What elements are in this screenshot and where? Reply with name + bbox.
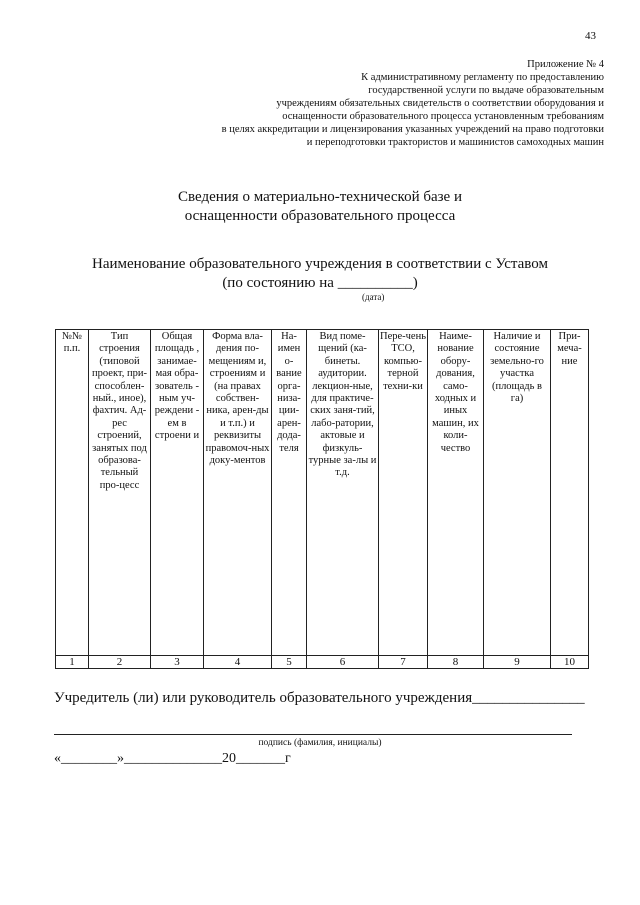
table-header-cell: Вид поме-щений (ка-бинеты. аудитории. лекцион-ные, для практиче-ских заня-тий, лабо-ратории, актовые и физкуль-турные за-лы и т.д.	[307, 330, 379, 656]
date-caption: (дата)	[362, 292, 385, 302]
document-title-line: Сведения о материально-технической базе и	[178, 189, 462, 205]
document-title-line: оснащенности образовательного процесса	[184, 208, 456, 224]
appendix-line: Приложение № 4	[527, 59, 604, 70]
appendix-line: учреждениям обязательных свидетельств о соответствии оборудования и	[276, 98, 604, 109]
material-base-table	[55, 329, 589, 669]
table-header-cell: Пере-чень ТСО, компью-терной техни-ки	[379, 330, 428, 656]
appendix-line: оснащенности образовательного процесса установленным требованиям	[282, 111, 604, 122]
page-number: 43	[585, 30, 596, 42]
table-column-number: 6	[307, 655, 379, 668]
table-header-cell: Форма вла-дения по-мещениям и, строениям и (на правах собствен-ника, арен-ды и т.п.) и реквизиты правомоч-ных доку-ментов	[204, 330, 272, 656]
founder-signature-line: Учредитель (ли) или руководитель образовательного учреждения_______________	[54, 690, 585, 706]
signature-caption: подпись (фамилия, инициалы)	[258, 738, 382, 748]
table-header-cell: Наиме-нование обору-дования, само-ходных и иных машин, их коли-чество	[428, 330, 484, 656]
institution-name-heading: Наименование образовательного учреждения в соответствии с Уставом	[92, 256, 548, 272]
table-column-number: 9	[484, 655, 551, 668]
appendix-line: государственной услуги по выдаче образовательным	[368, 85, 604, 96]
table-column-number: 3	[151, 655, 204, 668]
table-column-number: 5	[272, 655, 307, 668]
table-header-cell: №№ п.п.	[56, 330, 89, 656]
table-header-cell: Общая площадь , занимае-мая обра-зователь - ным уч-реждени - ем в строени и	[151, 330, 204, 656]
table-column-number: 2	[89, 655, 151, 668]
table-header-cell: При-меча-ние	[551, 330, 589, 656]
table-header-cell: Наличие и состояние земельно-го участка (площадь в га)	[484, 330, 551, 656]
appendix-block	[134, 58, 604, 149]
state-date-line: (по состоянию на __________)	[222, 275, 418, 291]
table-column-number: 8	[428, 655, 484, 668]
table-header-cell: Тип строения (типовой проект, при-способлен-ный., иное), фахтич. Ад-рес строений, занятых под образова-тельный про-цесс	[89, 330, 151, 656]
table-header-cell: На-имен о-вание орга-низа-ции-арен-дода-теля	[272, 330, 307, 656]
signature-underline	[54, 734, 572, 735]
appendix-line: и переподготовки трактористов и машинистов самоходных машин	[306, 137, 604, 148]
table-column-number: 10	[551, 655, 589, 668]
signing-date-line: «________»______________20_______г	[54, 751, 291, 766]
table-column-number: 1	[56, 655, 89, 668]
table-column-number: 7	[379, 655, 428, 668]
appendix-line: К административному регламенту по предоставлению	[361, 72, 604, 83]
table-header-row	[56, 330, 589, 656]
document-title	[0, 188, 640, 226]
appendix-line: в целях аккредитации и лицензирования указанных учреждений на право подготовки	[221, 124, 604, 135]
table-column-number-row	[56, 655, 589, 668]
table-column-number: 4	[204, 655, 272, 668]
